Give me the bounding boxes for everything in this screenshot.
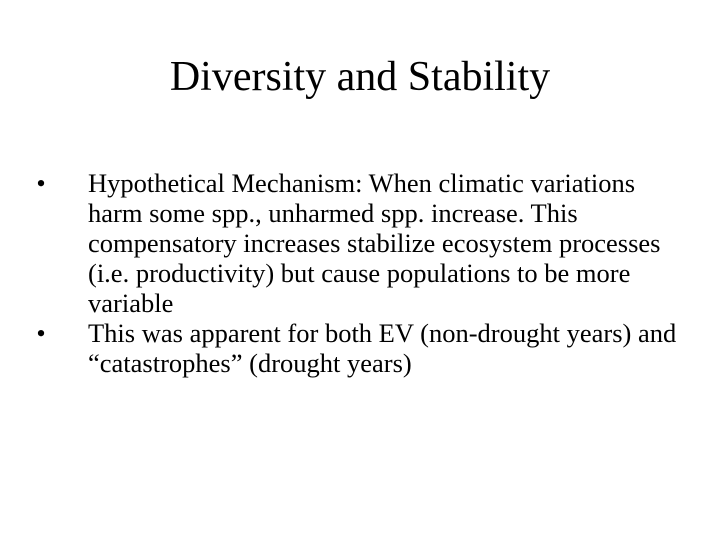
- bullet-item-mechanism: [30, 168, 680, 318]
- bullet-icon: •: [36, 318, 46, 348]
- bullet-icon: •: [36, 168, 46, 198]
- bullet-text: Hypothetical Mechanism: When climatic variations harm some spp., unharmed spp. increase. This compensatory increases stabilize ecosystem processes (i.e. productivity) but cause populations to be more variable: [88, 168, 661, 318]
- slide-title: Diversity and Stability: [169, 54, 551, 100]
- bullet-item-apparent: [30, 318, 680, 378]
- bullet-list: [30, 168, 680, 378]
- bullet-text: This was apparent for both EV (non-drought years) and “catastrophes” (drought years): [88, 318, 677, 378]
